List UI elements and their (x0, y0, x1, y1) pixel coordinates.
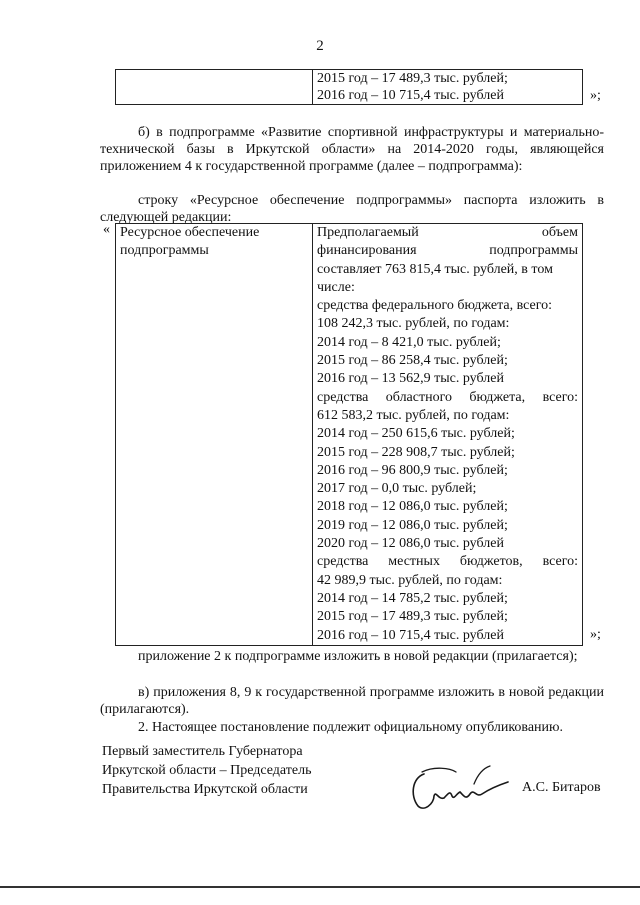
resource-line: числе: (317, 279, 355, 295)
page-number: 2 (316, 38, 324, 54)
funding-table-fragment (115, 69, 583, 105)
resource-line: средства областного бюджета, всего: (317, 389, 578, 405)
resource-line: составляет 763 815,4 тыс. рублей, в том (317, 261, 553, 277)
signatory-line: Иркутской области – Председатель (102, 763, 312, 778)
resource-line: 2015 год – 228 908,7 тыс. рублей; (317, 444, 515, 460)
resource-line: 2016 год – 96 800,9 тыс. рублей; (317, 462, 508, 478)
resource-line: средства федерального бюджета, всего: (317, 298, 552, 314)
resource-table (115, 223, 583, 646)
resource-line: Предполагаемый объем (317, 225, 578, 240)
resource-line: 2014 год – 14 785,2 тыс. рублей; (317, 590, 508, 606)
page-bottom-edge (0, 886, 640, 888)
resource-line: 2017 год – 0,0 тыс. рублей; (317, 481, 477, 497)
resource-line: 2015 год – 86 258,4 тыс. рублей; (317, 353, 508, 369)
paragraph-b: б) в подпрограмме «Развитие спортивной инфраструктуры и материально-технической базы в Иркутской области» на 2014-2020 годы, являющейся приложением 4 к государственной программе (далее – подпрограмма): (100, 125, 604, 174)
paragraph-2: 2. Настоящее постановление подлежит официальному опубликованию. (138, 720, 563, 735)
signatory-title (102, 742, 311, 799)
table-value-cell (313, 70, 583, 105)
resource-line: 2014 год – 8 421,0 тыс. рублей; (317, 334, 501, 350)
paragraph-v: в) приложения 8, 9 к государственной программе изложить в новой редакции (прилагаются). (100, 685, 604, 717)
closing-quote: »; (590, 88, 601, 103)
resource-line: 108 242,3 тыс. рублей, по годам: (317, 316, 510, 332)
resource-label-cell (116, 224, 313, 646)
signatory-line: Первый заместитель Губернатора (102, 744, 303, 759)
resource-line: 2018 год – 12 086,0 тыс. рублей; (317, 499, 508, 515)
paragraph-line: строку «Ресурсное обеспечение подпрограммы» паспорта изложить в следующей редакции: (100, 193, 604, 225)
resource-line: 2016 год – 13 562,9 тыс. рублей (317, 371, 504, 387)
funding-line: 2015 год – 17 489,3 тыс. рублей; (317, 71, 508, 86)
resource-line: 2020 год – 12 086,0 тыс. рублей (317, 536, 504, 552)
resource-line: средства местных бюджетов, всего: (317, 554, 578, 570)
resource-line: 2019 год – 12 086,0 тыс. рублей; (317, 517, 508, 533)
resource-line: 42 989,9 тыс. рублей, по годам: (317, 572, 503, 588)
table-empty-cell (116, 70, 313, 105)
opening-quote: « (103, 222, 110, 237)
resource-line: 2015 год – 17 489,3 тыс. рублей; (317, 609, 508, 625)
resource-value-cell (313, 224, 583, 646)
signatory-name: А.С. Битаров (522, 780, 601, 795)
resource-label: Ресурсное обеспечение подпрограммы (120, 225, 260, 259)
resource-line: 2016 год – 10 715,4 тыс. рублей (317, 627, 504, 643)
resource-line: 612 583,2 тыс. рублей, по годам: (317, 407, 510, 423)
paragraph-appendix: приложение 2 к подпрограмме изложить в новой редакции (прилагается); (138, 649, 578, 664)
funding-line: 2016 год – 10 715,4 тыс. рублей (317, 88, 504, 103)
signatory-line: Правительства Иркутской области (102, 782, 308, 797)
resource-line: 2014 год – 250 615,6 тыс. рублей; (317, 426, 515, 442)
handwritten-signature-icon (404, 760, 514, 815)
closing-quote: »; (590, 627, 601, 642)
resource-line: финансирования подпрограммы (317, 243, 578, 259)
